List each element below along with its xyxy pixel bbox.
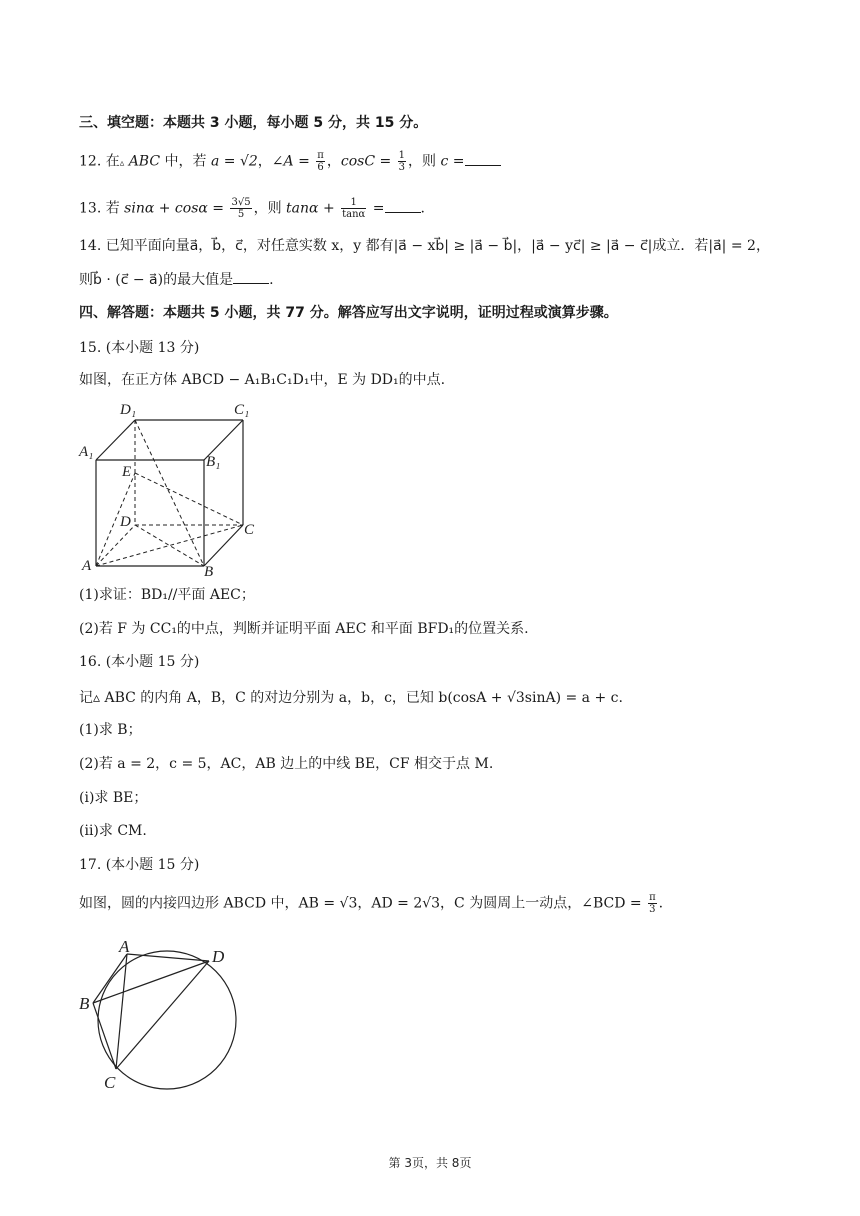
q16-header: 16. (本小题 15 分) (79, 654, 200, 670)
q12-cos-fraction (398, 150, 406, 173)
label-B: B (204, 564, 214, 578)
q12-abc: ABC (124, 153, 161, 170)
label-A: A (82, 558, 92, 574)
q12-sep1: ， (257, 153, 272, 170)
label-E: E (122, 464, 132, 480)
q17-fraction (648, 892, 657, 915)
label-circle-B: B (79, 994, 90, 1013)
q12-tail: ，则 (408, 153, 441, 170)
edge-AD-hidden (96, 525, 135, 566)
q12-mid: 中，若 (160, 153, 211, 170)
q14-line2a: 则b⃗ · (c⃗ − a⃗)的最大值是 (79, 272, 234, 288)
circumcircle (98, 951, 236, 1089)
q16-part2: (2)若 a = 2，c = 5，AC，AB 边上的中线 BE，CF 相交于点 M. (79, 756, 494, 772)
q17-header: 17. (本小题 15 分) (79, 857, 200, 873)
diag-D1B (135, 420, 204, 566)
q15-part1: (1)求证：BD₁//平面 AEC； (79, 587, 255, 603)
q17-frac-den: 3 (649, 904, 656, 915)
label-A1: A₁ (79, 444, 94, 460)
label-C1: C₁ (234, 402, 250, 418)
q16-part2-ii: (ⅱ)求 CM. (79, 823, 147, 839)
section-3-title: 三、填空题：本题共 3 小题，每小题 5 分，共 15 分。 (79, 115, 428, 131)
q16-part2-i: (ⅰ)求 BE； (79, 790, 148, 806)
chord-AB (93, 954, 127, 1003)
q15-stem: 如图，在正方体 ABCD − A₁B₁C₁D₁中，E 为 DD₁的中点. (79, 372, 446, 388)
q12-pi-fraction (316, 150, 325, 173)
q12-eq: = (448, 153, 465, 170)
label-B1: B₁ (206, 454, 221, 470)
q12-triangle-symbol: ▵ (119, 158, 125, 169)
question-12 (79, 150, 501, 174)
q14-line2b: . (269, 272, 274, 288)
q13-fraction (230, 197, 251, 220)
q14-answer-blank[interactable] (233, 271, 269, 284)
section-4-title: 四、解答题：本题共 5 小题，共 77 分。解答应写出文字说明，证明过程或演算步骤。 (79, 305, 618, 321)
q13-end: . (420, 200, 425, 217)
label-D: D (120, 514, 131, 530)
q15-header: 15. (本小题 13 分) (79, 340, 200, 356)
q13-fraction2 (341, 197, 366, 220)
q12-answer-blank[interactable] (465, 153, 501, 166)
q12-condition-a: a = √2 (210, 153, 258, 170)
q17-stem-text: 如图，圆的内接四边形 ABCD 中，AB = √3，AD = 2√3，C 为圆周上一动点，∠BCD = (79, 895, 647, 912)
diag-AC (96, 525, 243, 566)
q17-end: . (658, 895, 664, 912)
circle-figure (76, 936, 246, 1096)
diag-DB (135, 525, 204, 566)
q12-cosC: cosC = (340, 153, 396, 170)
q12-c: c (440, 153, 449, 170)
q13-den2: tanα (342, 209, 366, 220)
q13-answer-blank[interactable] (385, 200, 421, 213)
q12-cos-den: 3 (398, 162, 406, 173)
q13-tan: tanα + (286, 200, 340, 217)
seg-EC (135, 473, 243, 525)
chord-BC (93, 1003, 116, 1069)
edge-BC (204, 525, 243, 566)
q13-eq: = (368, 200, 385, 217)
page-footer: 第 3页，共 8页 (388, 1156, 472, 1170)
q13-num: 3√5 (231, 197, 251, 208)
cube-figure (76, 398, 266, 578)
q13-den: 5 (237, 209, 245, 220)
q12-sep2: ， (326, 153, 341, 170)
q16-part1: (1)求 B； (79, 722, 142, 738)
q12-prefix: 12. 在 (79, 153, 120, 170)
label-D1: D₁ (120, 402, 137, 418)
q12-pi-num: π (317, 150, 324, 161)
q17-stem (79, 892, 663, 915)
question-14-line1: 14. 已知平面向量a⃗，b⃗，c⃗，对任意实数 x，y 都有|a⃗ − xb⃗| ≥ |a⃗ − b⃗|，|a⃗ − yc⃗| ≥ |a⃗ − c⃗|成立．若|a⃗| = 2， (79, 238, 770, 254)
label-circle-C: C (104, 1073, 116, 1092)
edge-A1D1 (96, 420, 135, 460)
label-circle-D: D (212, 947, 225, 966)
question-13 (79, 197, 425, 220)
q15-part2: (2)若 F 为 CC₁的中点，判断并证明平面 AEC 和平面 BFD₁的位置关系. (79, 621, 529, 637)
q12-pi-den: 6 (317, 162, 324, 173)
q12-cos-num: 1 (398, 150, 406, 161)
q13-prefix: 13. 若 (79, 200, 125, 217)
label-circle-A: A (119, 937, 130, 956)
q13-num2: 1 (341, 197, 366, 209)
q17-frac-num: π (649, 892, 656, 903)
q13-mid: ，则 (253, 200, 287, 217)
q13-lhs: sinα + cosα = (124, 200, 229, 217)
question-14-line2 (79, 270, 274, 290)
q12-angle: ∠A = (271, 153, 315, 170)
q16-stem: 记▵ ABC 的内角 A，B，C 的对边分别为 a，b，c，已知 b(cosA + √3sinA) = a + c. (79, 690, 623, 706)
label-C: C (244, 522, 255, 538)
